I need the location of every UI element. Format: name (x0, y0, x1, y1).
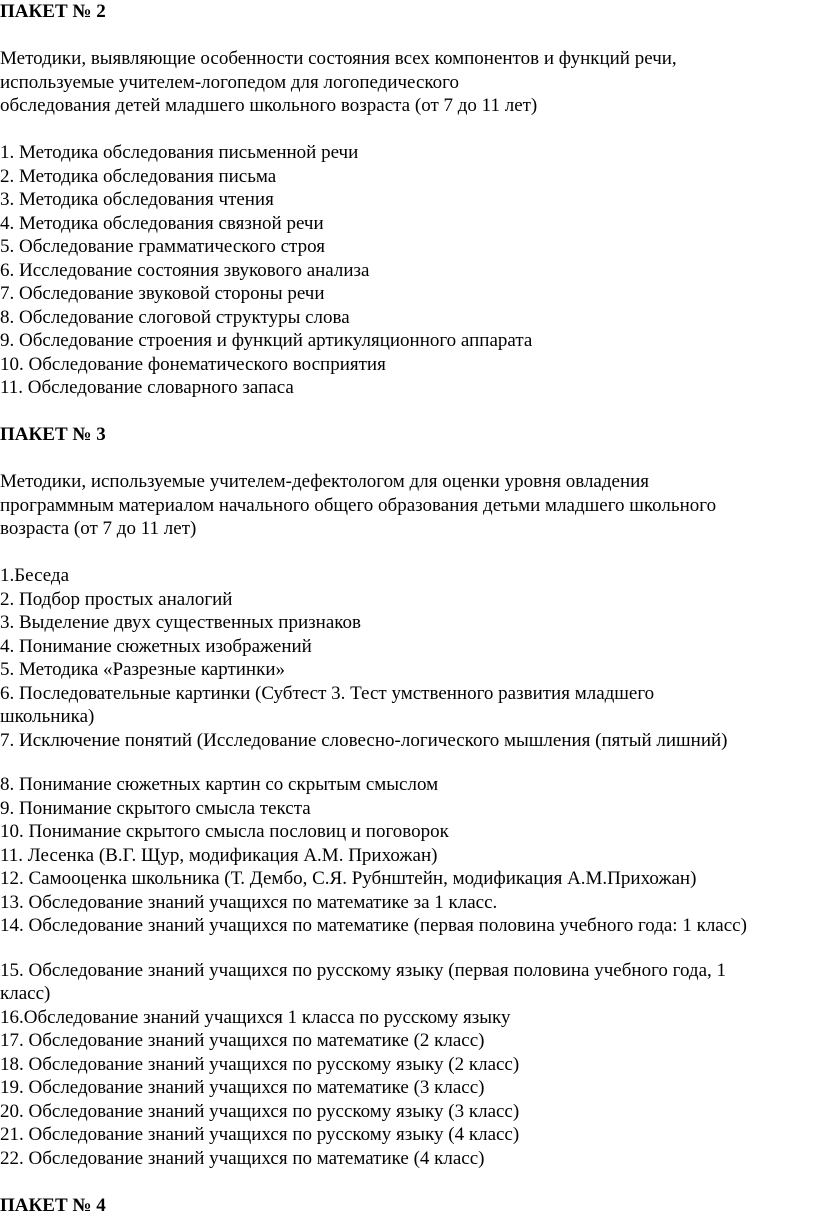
packet-2-intro (0, 47, 816, 118)
list-item: 4. Понимание сюжетных изображений (0, 635, 312, 657)
packet-3-intro (0, 470, 816, 541)
list-item: 1. Методика обследования письменной речи (0, 142, 359, 163)
list-item: 16.Обследование знаний учащихся 1 класса по русскому языку (0, 1006, 511, 1028)
list-item: 7. Исключение понятий (Исследование словесно-логического мышления (пятый лишний) (0, 729, 728, 751)
list-item: 13. Обследование знаний учащихся по математике за 1 класс. (0, 891, 498, 913)
packet-3-heading: ПАКЕТ № 3 (0, 424, 106, 445)
list-item: 20. Обследование знаний учащихся по русскому языку (3 класс) (0, 1100, 520, 1122)
packet-3-list-a (0, 564, 816, 752)
list-item: 5. Обследование грамматического строя (0, 236, 325, 257)
list-item: 11. Обследование словарного запаса (0, 377, 294, 398)
packet-4-heading: ПАКЕТ № 4 (0, 1194, 106, 1216)
list-item: 19. Обследование знаний учащихся по математике (3 класс) (0, 1077, 485, 1098)
list-item: школьника) (0, 706, 95, 727)
intro-line: Методики, выявляющие особенности состояния всех компонентов и функций речи, (0, 48, 677, 69)
packet-3-list-b (0, 773, 816, 938)
list-item: 10. Обследование фонематического восприятия (0, 353, 386, 375)
intro-line: программным материалом начального общего образования детьми младшего школьного (0, 494, 717, 516)
list-item: 8. Обследование слоговой структуры слова (0, 306, 350, 328)
list-item: 9. Понимание скрытого смысла текста (0, 797, 311, 819)
intro-line: возраста (от 7 до 11 лет) (0, 518, 197, 539)
list-item: 8. Понимание сюжетных картин со скрытым смыслом (0, 774, 439, 795)
list-item: 11. Лесенка (В.Г. Щур, модификация А.М. Прихожан) (0, 844, 438, 866)
packet-3-list-c (0, 959, 816, 1171)
list-item: 10. Понимание скрытого смысла пословиц и поговорок (0, 821, 449, 842)
list-item: 7. Обследование звуковой стороны речи (0, 283, 325, 304)
list-item: 12. Самооценка школьника (Т. Дембо, С.Я. Рубнштейн, модификация А.М.Прихожан) (0, 868, 697, 889)
list-item: 2. Подбор простых аналогий (0, 588, 233, 610)
list-item: 5. Методика «Разрезные картинки» (0, 659, 285, 680)
list-item: 21. Обследование знаний учащихся по русскому языку (4 класс) (0, 1124, 520, 1145)
list-item: 6. Исследование состояния звукового анализа (0, 259, 370, 281)
list-item: 15. Обследование знаний учащихся по русскому языку (первая половина учебного года, 1 (0, 959, 727, 981)
intro-line: обследования детей младшего школьного возраста (от 7 до 11 лет) (0, 95, 538, 116)
list-item: 3. Выделение двух существенных признаков (0, 612, 361, 633)
list-item: 1.Беседа (0, 565, 70, 586)
list-item: 3. Методика обследования чтения (0, 189, 274, 210)
intro-line: используемые учителем-логопедом для логопедического (0, 71, 459, 93)
packet-2-heading: ПАКЕТ № 2 (0, 1, 106, 22)
packet-2-list (0, 141, 816, 400)
list-item: 6. Последовательные картинки (Субтест 3. Тест умственного развития младшего (0, 682, 655, 704)
list-item: 17. Обследование знаний учащихся по математике (2 класс) (0, 1030, 485, 1051)
list-item: класс) (0, 983, 51, 1004)
list-item: 9. Обследование строения и функций артикуляционного аппарата (0, 330, 533, 351)
list-item: 18. Обследование знаний учащихся по русскому языку (2 класс) (0, 1053, 520, 1075)
list-item: 4. Методика обследования связной речи (0, 212, 324, 234)
list-item: 2. Методика обследования письма (0, 165, 277, 187)
list-item: 14. Обследование знаний учащихся по математике (первая половина учебного года: 1 класс) (0, 915, 747, 936)
intro-line: Методики, используемые учителем-дефектологом для оценки уровня овладения (0, 471, 650, 492)
list-item: 22. Обследование знаний учащихся по математике (4 класс) (0, 1147, 485, 1169)
